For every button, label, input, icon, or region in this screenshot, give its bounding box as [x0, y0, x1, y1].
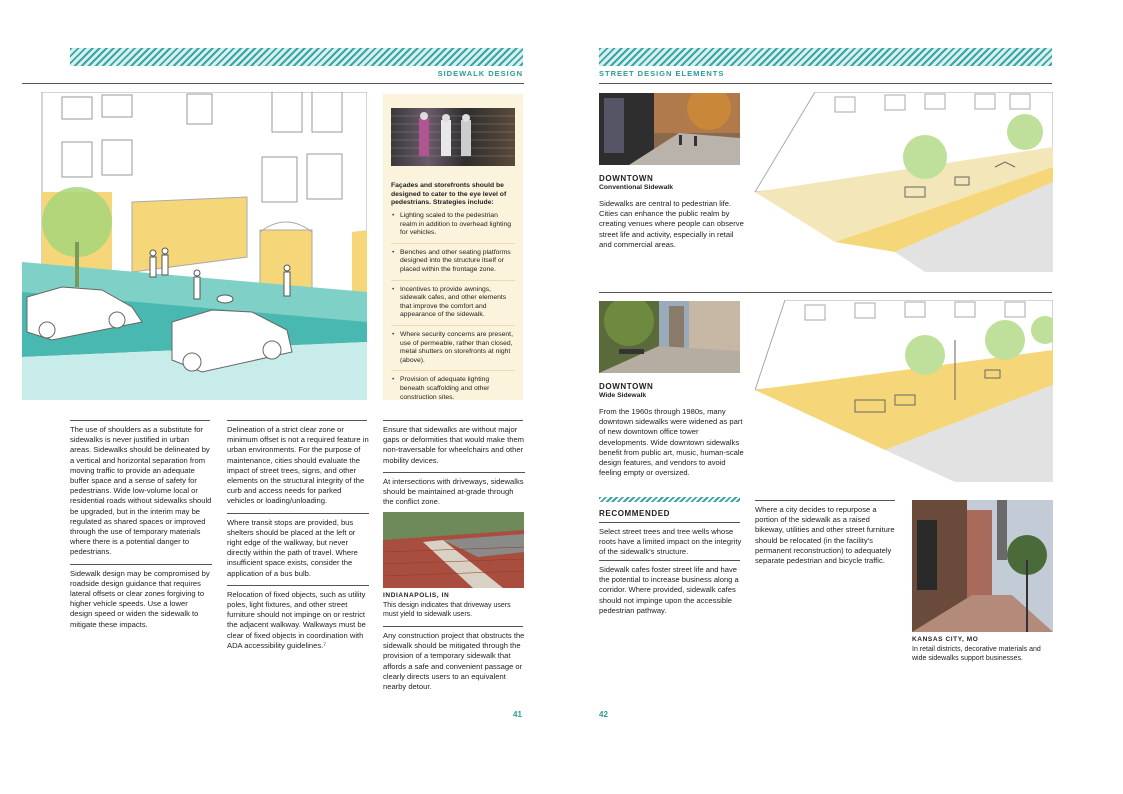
paragraph: Relocation of fixed objects, such as utility poles, light fixtures, and other street furniture should not impinge on or restrict the adjacent walkway. Walkways must be clear of fixed objects in coordination with ADA accessibility guidelines.⁷: [227, 589, 366, 650]
kansas-city-photo: [912, 500, 1053, 632]
block-conventional: [599, 174, 744, 250]
recommended-heading: RECOMMENDED: [599, 509, 671, 518]
indianapolis-driveway-photo: [383, 512, 524, 588]
left-column-3: [383, 425, 525, 513]
left-column-1: [70, 425, 212, 636]
recommended-rule: [599, 522, 740, 523]
conventional-sidewalk-photo: [599, 93, 740, 165]
left-header-band: [70, 48, 523, 66]
facade-strategies-sidebar: [383, 94, 523, 400]
col3-lower-rule: [383, 626, 523, 627]
block-text: Sidewalks are central to pedestrian life. Cities can enhance the public realm by creating venues where people can observe street life and activity, especially in retail and commercial areas.: [599, 199, 744, 249]
paragraph: The use of shoulders as a substitute for sidewalks is never justified in urban areas. Sidewalks should be delineated by a vertical and horizontal separation from moving traffic to provide an adequate buffer space and a sense of safety for pedestrians. Wide low-volume local or residential roads without sidewalks should be upgraded, but in the interim may be regulated as shared spaces or improved through the use of temporary materials where there is a potential danger to pedestrians.: [70, 425, 212, 557]
left-column-2: [227, 425, 369, 657]
right-header-band: [599, 48, 1052, 66]
wide-sidewalk-photo: [599, 301, 740, 373]
sidebar-list: [391, 212, 515, 412]
block-wide: [599, 382, 744, 478]
conventional-sidewalk-illustration: [755, 92, 1053, 272]
sidebar-item: • Lighting scaled to the pedestrian realm in addition to overhead lighting for vehicles.: [391, 212, 515, 244]
page-number-left: 41: [513, 710, 522, 719]
right-section-label: STREET DESIGN ELEMENTS: [599, 69, 725, 78]
wide-sidewalk-illustration: [755, 300, 1053, 482]
left-header-rule: [22, 83, 524, 84]
repurpose-paragraph: Where a city decides to repurpose a portion of the sidewalk as a raised bikeway, utilities and other street furniture should be relocated (in the facility's permanent reconstruction) to adequately separate pedestrian and bicycle traffic.: [755, 505, 895, 566]
caption-title: KANSAS CITY, MO: [912, 636, 979, 643]
recommended-rule-2: [599, 560, 740, 561]
paragraph: Sidewalk design may be compromised by roadside design guidance that requires lateral offsets or clear zones forgiving to higher vehicle speeds. Use a lower design speed or widen the sidewalk to mitigate these impacts.: [70, 568, 210, 629]
sidewalk-illustration: [22, 92, 367, 400]
page-number-right: 42: [599, 710, 608, 719]
paragraph: Ensure that sidewalks are without major gaps or deformities that would make them non-traversable for wheelchairs and other mobility devices.: [383, 425, 524, 465]
paragraph: Where transit stops are provided, bus shelters should be placed at the left or right edge of the walkway, but never directly within the path of travel. Where insufficient space exists, consider the application of a bus bulb.: [227, 517, 358, 578]
paragraph: At intersections with driveways, sidewalks should be maintained at-grade through the conflict zone.: [383, 476, 524, 507]
sidebar-item: • Where security concerns are present, use of permeable, rather than closed, metal shutters on storefronts at night (above).: [391, 331, 515, 371]
block-title: DOWNTOWN: [599, 382, 654, 391]
recommended-hatch: [599, 497, 740, 502]
caption-text: This design indicates that driveway users must yield to sidewalk users.: [383, 602, 511, 618]
right-header-rule: [599, 83, 1052, 84]
storefront-shutter-photo: [391, 108, 515, 166]
block-title: DOWNTOWN: [599, 174, 654, 183]
col3-rule: [383, 420, 523, 421]
indianapolis-caption: [383, 592, 525, 619]
construction-paragraph: Any construction project that obstructs the sidewalk should be mitigated through the provision of a temporary sidewalk that affords a safe and convenient passage or clearly directs users to an equivalent nearby detour.: [383, 631, 525, 692]
col1-rule: [70, 420, 210, 421]
col2-rule: [227, 420, 367, 421]
right-middle-rule: [599, 292, 1052, 293]
sidebar-item: • Provision of adequate lighting beneath scaffolding and other construction sites.: [391, 376, 515, 407]
block-subtitle: Conventional Sidewalk: [599, 184, 674, 191]
sidebar-item: • Incentives to provide awnings, sidewalk cafes, and other elements that improve the comfort and appearance of the sidewalk.: [391, 286, 515, 326]
recommended-item: Sidewalk cafes foster street life and have the potential to increase business along a corridor. Where provided, sidewalk cafes should not impinge upon the accessible pedestrian pathway.: [599, 565, 739, 615]
block-subtitle: Wide Sidewalk: [599, 392, 647, 399]
caption-title: INDIANAPOLIS, IN: [383, 592, 450, 599]
left-section-label: SIDEWALK DESIGN: [437, 69, 523, 78]
recommended-item: Select street trees and tree wells whose roots have a limited impact on the integrity of the sidewalk's structure.: [599, 527, 742, 557]
paragraph: Delineation of a strict clear zone or minimum offset is not a required feature in urban environments. For the purpose of maintenance, cities should evaluate the impact of street trees, signs, and other elements on the structural integrity of the curb and access needs for parked vehicles or loading/unloading.: [227, 425, 369, 506]
col-rule: [755, 500, 895, 501]
block-text: From the 1960s through 1980s, many downtown sidewalks were widened as part of new downtown office tower developments. Wide downtown sidewalks benefit from public art, music, human-scale design features, and vendors to avoid feeling empty or oversized.: [599, 407, 744, 478]
kansas-city-caption: [912, 636, 1057, 663]
sidebar-item: • Benches and other seating platforms designed into the structure itself or placed within the frontage zone.: [391, 249, 515, 281]
caption-text: In retail districts, decorative materials and wide sidewalks support businesses.: [912, 646, 1041, 662]
sidebar-intro: Façades and storefronts should be designed to cater to the eye level of pedestrians. Strategies include:: [391, 182, 507, 207]
